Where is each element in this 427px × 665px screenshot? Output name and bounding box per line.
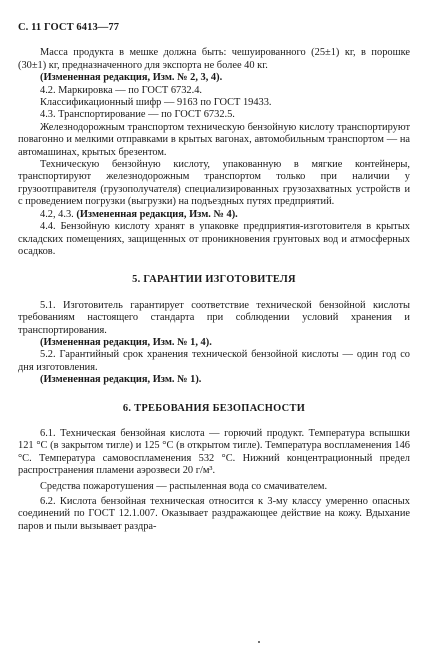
amendment-note: (Измененная редакция, Изм. № 2, 3, 4).	[40, 72, 223, 84]
paragraph-storage: 4.4. Бензойную кислоту хранят в упаковке предприятия-изготовителя в крытых складских помещениях, защищенных от проникновения грунтовых вод и атмосферных осадков.	[18, 221, 410, 257]
document-page	[18, 22, 410, 533]
paragraph-shelf-life: 5.2. Гарантийный срок хранения технической бензойной кислоты — один год со дня изготовления.	[18, 349, 410, 373]
paragraph-flammability: 6.1. Техническая бензойная кислота — горючий продукт. Температура вспышки 121 °С (в закрытом тигле) и 125 °С (в открытом тигле). Температура воспламенения 146 °С. Температура самовоспламенения 532 °С. Нижний концентрационный предел распространения пламени аэрозвеси 20 г/м³.	[18, 427, 410, 477]
scan-mark	[258, 641, 260, 643]
paragraph-rail-transport: Железнодорожным транспортом техническую бензойную кислоту транспортируют повагонно и мелкими отправками в крытых вагонах, автомобильным транспортом — на автомашинах, крытых брезентом.	[18, 121, 410, 158]
page-header: С. 11 ГОСТ 6413—77	[18, 22, 120, 33]
amendment-note: (Измененная редакция, Изм. № 1, 4).	[40, 336, 212, 348]
paragraph-transportation: 4.3. Транспортирование — по ГОСТ 6732.5.	[40, 109, 235, 121]
paragraph-amendment-4-2-4-3	[18, 209, 410, 221]
paragraph-soft-containers: Техническую бензойную кислоту, упакованную в мягкие контейнеры, транспортируют железнодорожным транспортом только при наличии у грузоотправителя (грузополучателя) специализированных грузозахватных устройств и с проведением погрузки (выгрузки) на подъездных путях предприятий.	[18, 159, 410, 208]
paragraph-fire-extinguishing: Средства пожаротушения — распыленная вода со смачивателем.	[40, 480, 328, 492]
amendment-note: (Измененная редакция, Изм. № 4).	[76, 208, 238, 220]
amendment-note: (Измененная редакция, Изм. № 1).	[40, 374, 202, 386]
section-heading-warranty: 5. ГАРАНТИИ ИЗГОТОВИТЕЛЯ	[132, 274, 296, 286]
paragraph-warranty-compliance: 5.1. Изготовитель гарантирует соответствие технической бензойной кислоты требованиям настоящего стандарта при соблюдении условий хранения и транспортирования.	[18, 299, 410, 336]
paragraph-package-mass: Масса продукта в мешке должна быть: чешуированного (25±1) кг, в порошке (30±1) кг, предназначенного для экспорта не более 40 кг.	[18, 47, 410, 71]
section-heading-safety: 6. ТРЕБОВАНИЯ БЕЗОПАСНОСТИ	[122, 402, 306, 414]
paragraph-classification-code: Классификационный шифр — 9163 по ГОСТ 19433.	[40, 97, 272, 109]
section-ref: 4.2, 4.3.	[40, 208, 77, 220]
paragraph-hazard-class: 6.2. Кислота бензойная техническая относится к 3-му классу умеренно опасных соединений по ГОСТ 12.1.007. Оказывает раздражающее действие на кожу. Вдыхание паров и пыли вызывает раздра-	[18, 496, 410, 532]
paragraph-marking: 4.2. Маркировка — по ГОСТ 6732.4.	[40, 84, 203, 96]
